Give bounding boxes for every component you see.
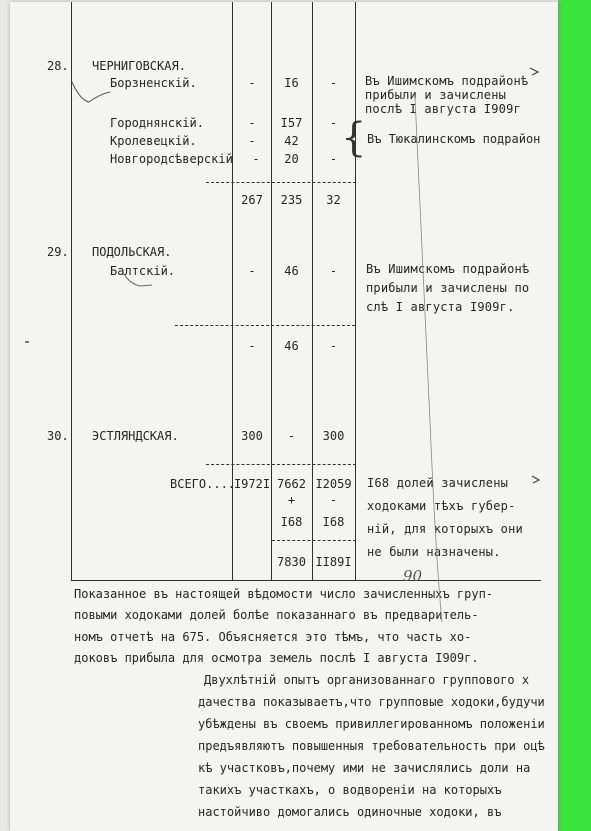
section-number: 30. bbox=[47, 429, 69, 443]
paragraph-line: убѣждены въ своемъ привиллегированномъ положенiи bbox=[198, 717, 545, 731]
district-name: Борзненскiй. bbox=[110, 76, 197, 90]
district-name: Новгородсѣверскiй bbox=[110, 152, 233, 166]
paragraph-line: предъявляютъ повышенныя требовательность при оцѣ bbox=[198, 739, 545, 753]
note-text: прибыли и зачислены по bbox=[366, 281, 530, 295]
paragraph-line: настойчиво домогались одиночные ходоки, въ bbox=[198, 805, 502, 819]
paragraph-line: Показанное въ настоящей вѣдомости число зачисленныхъ груп- bbox=[74, 587, 494, 601]
province-name: ЭСТЛЯНДСКАЯ. bbox=[92, 429, 179, 443]
final-c3: II89I bbox=[315, 555, 352, 569]
cell-c1: 300 bbox=[241, 429, 263, 443]
cell-c3: 300 bbox=[322, 429, 345, 443]
note-tyukalinsk: Въ Тюкалинскомъ подрайон bbox=[367, 132, 541, 146]
final-c2: 7830 bbox=[277, 555, 306, 569]
cell-c2: 46 bbox=[284, 264, 299, 278]
paragraph-line: кѣ участковъ,почему ими не зачислялись доли на bbox=[198, 761, 531, 775]
district-name: Кролевецкiй. bbox=[110, 134, 197, 148]
cell-c2: 42 bbox=[284, 134, 299, 148]
brace: { bbox=[341, 115, 367, 161]
paragraph-line: Двухлѣтнiй опытъ организованнаго группового х bbox=[204, 673, 530, 687]
total-c1: 267 bbox=[241, 193, 263, 207]
plus-sign: + bbox=[287, 493, 296, 507]
note-text: слѣ I августа I909г. bbox=[366, 300, 515, 314]
cell-c3: - bbox=[329, 116, 338, 130]
province-name: ПОДОЛЬСКАЯ. bbox=[92, 245, 172, 259]
section-number: 29. bbox=[47, 245, 69, 259]
total-c2: 46 bbox=[284, 339, 299, 353]
paragraph-line: дачества показываетъ,что групповые ходоки,будучи bbox=[198, 695, 545, 709]
paragraph-line: такихъ участкахъ, о водворенiи на которыхъ bbox=[198, 783, 502, 797]
page-number-handwritten: 90 bbox=[403, 567, 423, 585]
note-text: Въ Ишимскомъ подрайонѣ прибыли и зачислены bbox=[365, 74, 529, 102]
cell-c1: - bbox=[252, 152, 260, 166]
note-text: Въ Ишимскомъ подрайонѣ bbox=[366, 262, 530, 276]
addition-c3: I68 bbox=[322, 515, 345, 529]
cell-c1: - bbox=[248, 264, 256, 278]
district-name: Балтскiй. bbox=[110, 264, 176, 278]
cell-c3: - bbox=[329, 76, 338, 90]
scan-edge bbox=[558, 0, 591, 831]
note-text: нiй, для которыхъ они bbox=[367, 522, 523, 536]
total-c3: - bbox=[329, 339, 338, 353]
note-text: послѣ I августа I909г bbox=[365, 102, 521, 116]
cell-c1: - bbox=[248, 116, 256, 130]
grand-total-label: ВСЕГО.... bbox=[170, 477, 236, 491]
section-number: 28. bbox=[47, 59, 69, 73]
minus-sign: - bbox=[329, 493, 338, 507]
total-c1: - bbox=[248, 339, 256, 353]
cell-c2: I57 bbox=[280, 116, 303, 130]
note-text: I68 долей зачислены bbox=[367, 476, 509, 490]
cell-c3: - bbox=[329, 152, 338, 166]
total-c3: 32 bbox=[326, 193, 341, 207]
note-text: не были назначены. bbox=[367, 545, 501, 559]
cell-c2: - bbox=[287, 429, 296, 443]
addition-c2: I68 bbox=[280, 515, 303, 529]
grand-total-c2: 7662 bbox=[277, 477, 306, 491]
cell-c1: - bbox=[248, 76, 256, 90]
note-text: ходоками тѣхъ губер- bbox=[367, 499, 516, 513]
province-name: ЧЕРНИГОВСКАЯ. bbox=[92, 59, 186, 73]
district-name: Городнянскiй. bbox=[110, 116, 204, 130]
pencil-marks bbox=[10, 2, 558, 831]
paragraph-line: повыми ходоками долей болѣе показаннаго въ предваритель- bbox=[74, 608, 479, 622]
document-page bbox=[10, 2, 558, 831]
paragraph-line: номъ отчетѣ на 675. Объясняется это тѣмъ, что часть хо- bbox=[74, 630, 472, 644]
cell-c2: I6 bbox=[284, 76, 299, 90]
grand-total-c3: I2059 bbox=[315, 477, 352, 491]
cell-c3: - bbox=[329, 264, 338, 278]
paragraph-line: доковъ прибыла для осмотра земель послѣ I августа I909г. bbox=[74, 651, 479, 665]
total-c2: 235 bbox=[280, 193, 303, 207]
cell-c1: - bbox=[248, 134, 256, 148]
grand-total-c1: I972I bbox=[233, 477, 271, 491]
cell-c2: 20 bbox=[284, 152, 299, 166]
